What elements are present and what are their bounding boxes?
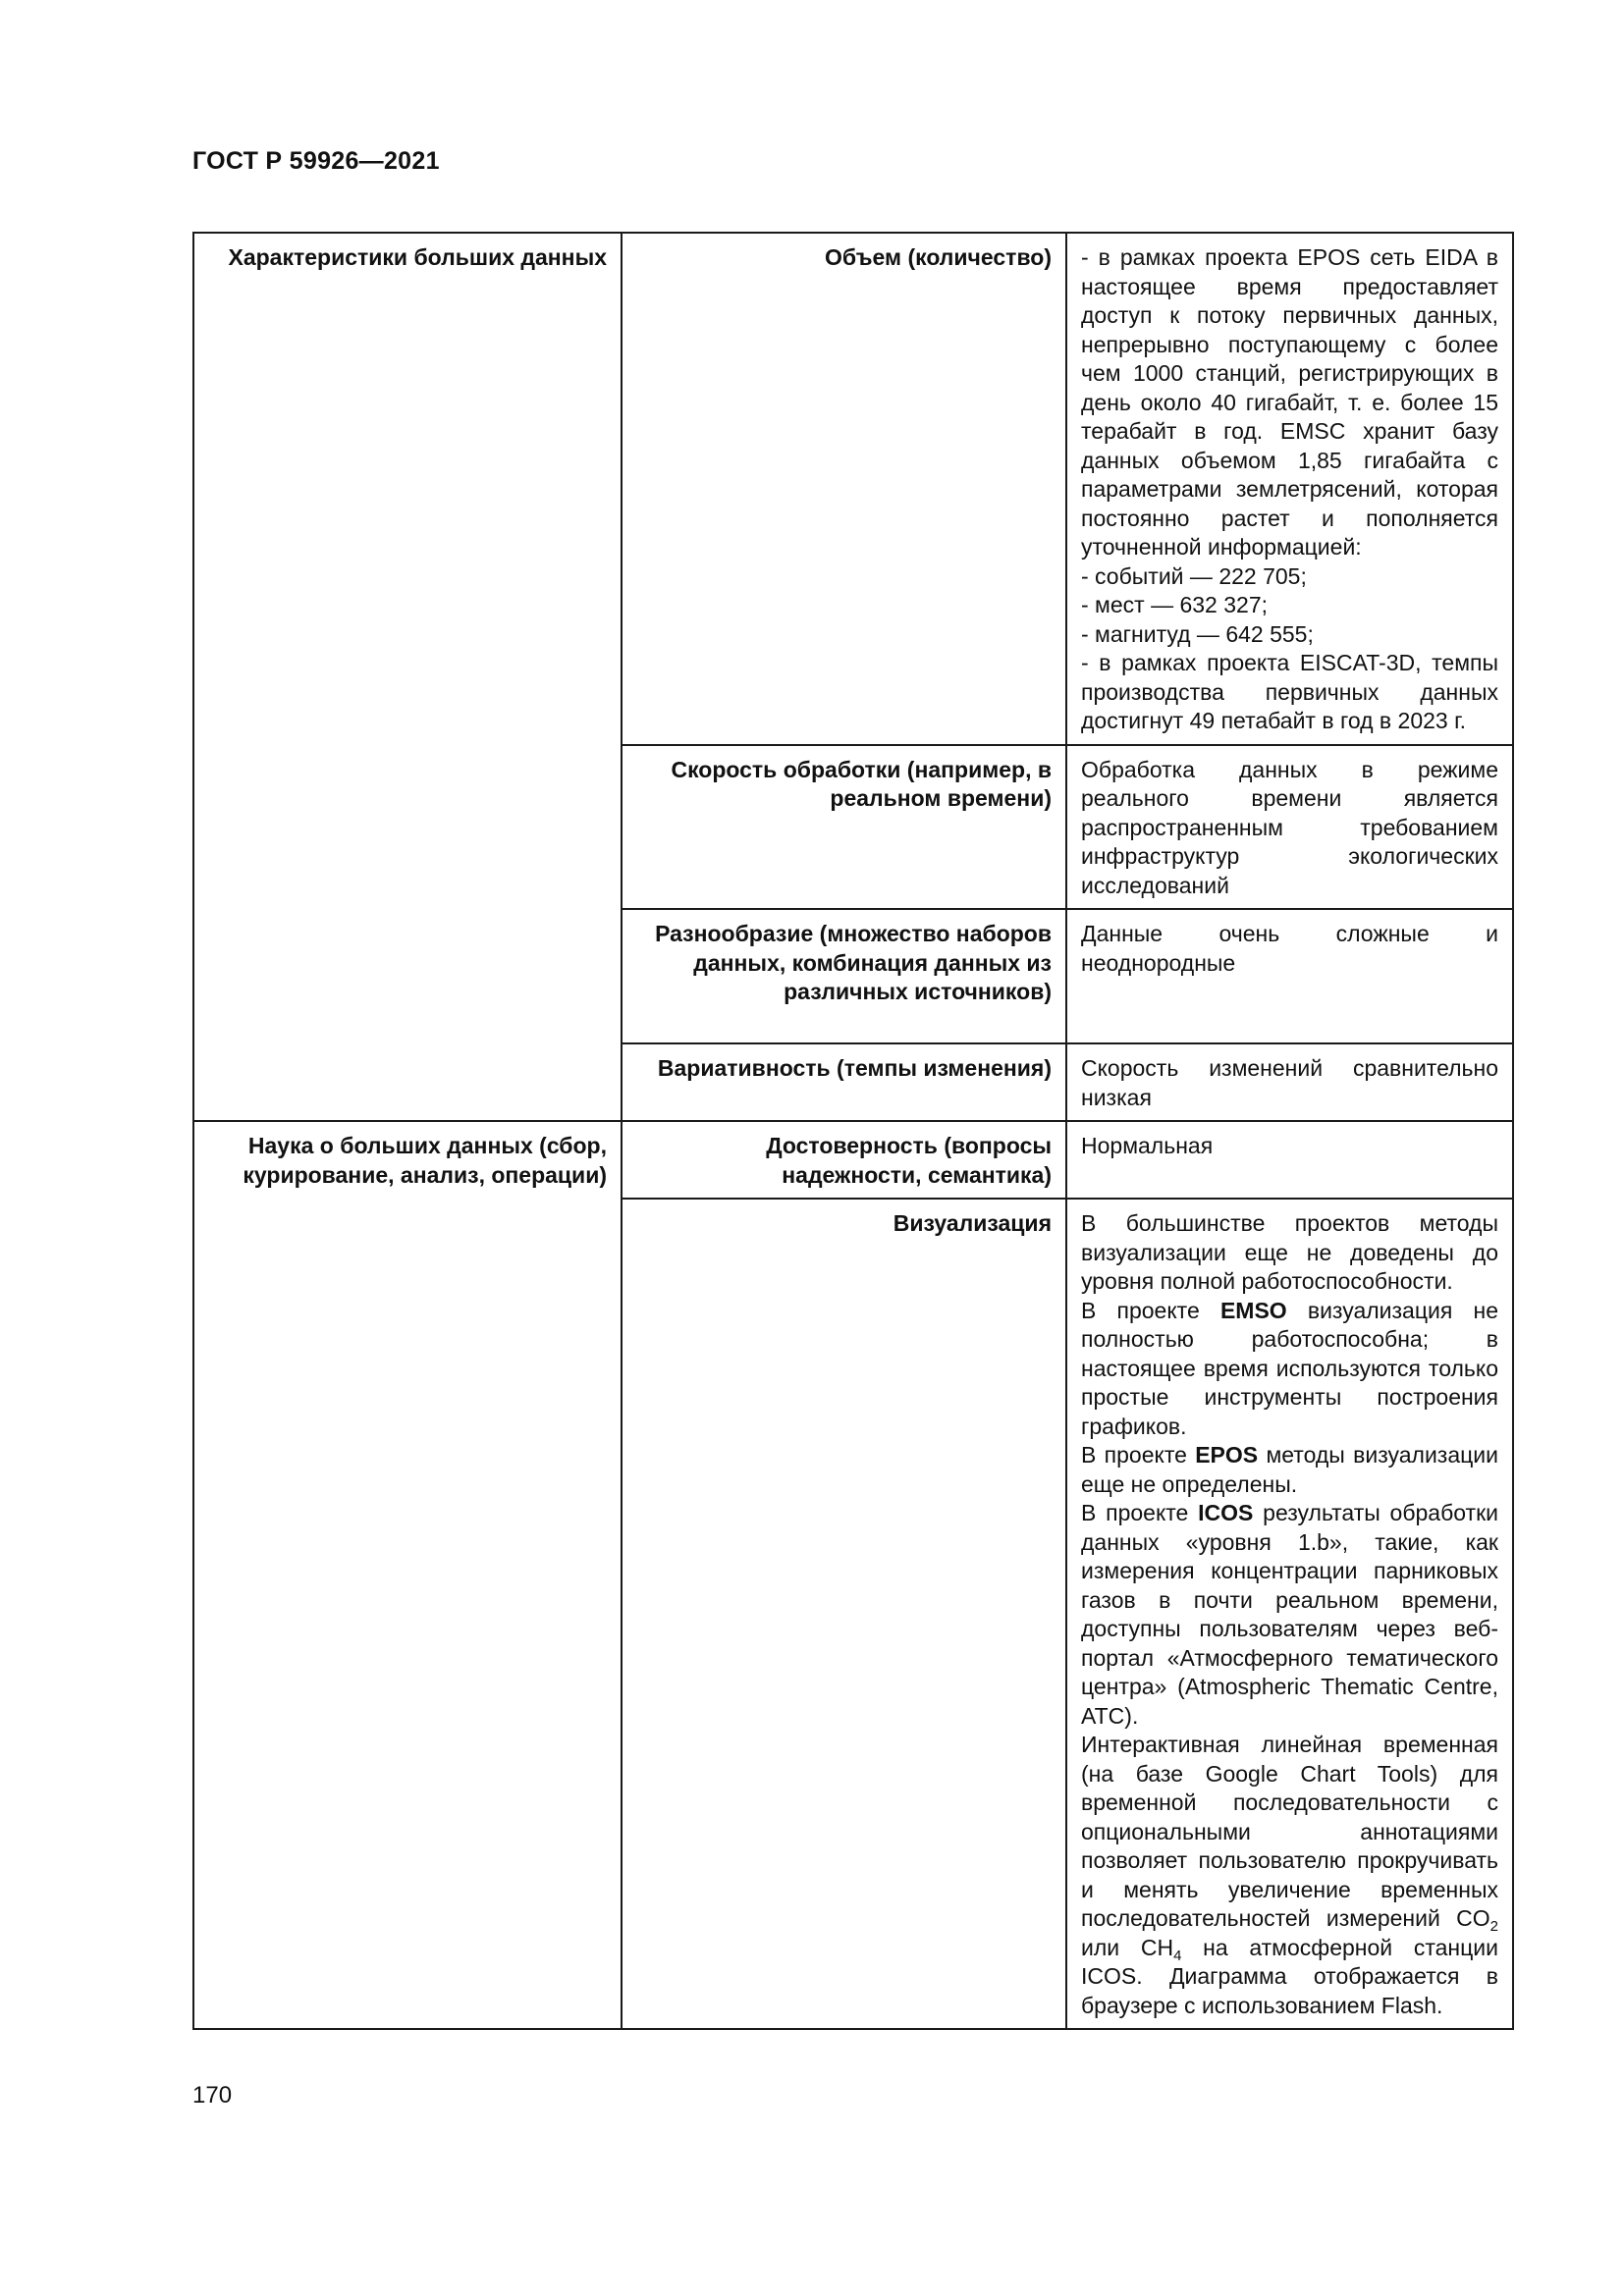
volume-line-4: - магнитуд — 642 555; [1081, 620, 1314, 647]
parameter-velocity: Скорость обработки (например, в реальном времени) [622, 745, 1066, 910]
description-volume [1066, 233, 1513, 745]
ch4-subscript: 4 [1173, 1947, 1182, 1964]
volume-line-5: - в рамках проекта EISCAT-3D, темпы производства первичных данных достигнут 49 петабайт в год в 2023 г. [1081, 650, 1498, 733]
big-data-characteristics-table [192, 232, 1514, 2030]
parameter-variability: Вариативность (темпы изменения) [622, 1043, 1066, 1121]
description-variety: Данные очень сложные и неоднородные [1066, 909, 1513, 1043]
parameter-visualization: Визуализация [622, 1199, 1066, 2029]
parameter-veracity: Достоверность (вопросы надежности, семантика) [622, 1121, 1066, 1199]
page-number: 170 [192, 2082, 233, 2109]
co2-subscript: 2 [1489, 1918, 1498, 1935]
group-cell-characteristics: Характеристики больших данных [193, 233, 622, 1121]
volume-line-2: - событий — 222 705; [1081, 562, 1307, 589]
parameter-variety: Разнообразие (множество наборов данных, комбинация данных из различных источников) [622, 909, 1066, 1043]
volume-line-3: - мест — 632 327; [1081, 592, 1268, 617]
visualization-paragraph-epos: В проекте EPOS методы визуализации еще не определены. [1081, 1442, 1499, 1497]
project-epos: EPOS [1195, 1442, 1259, 1468]
visualization-paragraph-emso: В проекте EMSO визуализация не полностью работоспособна; в настоящее время используются только простые инструменты построения графиков. [1081, 1297, 1498, 1439]
visualization-paragraph-icos: В проекте ICOS результаты обработки данных «уровня 1.b», такие, как измерения концентрации парниковых газов в почти реальном времени, доступны пользователям через веб-портал «Атмосферного тематического центра» (Atmospheric Thematic Centre, ATC). [1081, 1500, 1498, 1729]
project-emso: EMSO [1219, 1297, 1287, 1323]
description-variability: Скорость изменений сравнительно низкая [1066, 1043, 1513, 1121]
visualization-paragraph-1: В большинстве проектов методы визуализации еще не доведены до уровня полной работоспособности. [1081, 1210, 1498, 1294]
visualization-paragraph-chart-tools: Интерактивная линейная временная (на базе Google Chart Tools) для временной последовательности с опциональными аннотациями позволяет пользователю прокручивать и менять увеличение временных последовательностей измерений $CO_2$ или $CH_4$ на атмосферной станции ICOS. Диаграмма отображается в браузере с использованием Flash. [1081, 1732, 1498, 2018]
volume-line-1: - в рамках проекта EPOS сеть EIDA в настоящее время предоставляет доступ к потоку первичных данных, непрерывно поступающему с более чем 1000 станций, регистрирующих в день около 40 гигабайт, т. е. более 15 терабайт в год. EMSC хранит базу данных объемом 1,85 гигабайта с параметрами землетрясений, которая постоянно растет и пополняется уточненной информацией: [1081, 244, 1498, 560]
description-velocity: Обработка данных в режиме реального времени является распространенным требованием инфраструктур экологических исследований [1066, 745, 1513, 910]
description-visualization [1066, 1199, 1513, 2029]
group-cell-science: Наука о больших данных (сбор, курирование, анализ, операции) [193, 1121, 622, 2029]
table-row-veracity [193, 1121, 1513, 1199]
document-code-header: ГОСТ Р 59926—2021 [192, 147, 440, 175]
parameter-volume: Объем (количество) [622, 233, 1066, 745]
table-row-volume [193, 233, 1513, 745]
description-veracity: Нормальная [1066, 1121, 1513, 1199]
project-icos: ICOS [1198, 1500, 1254, 1525]
